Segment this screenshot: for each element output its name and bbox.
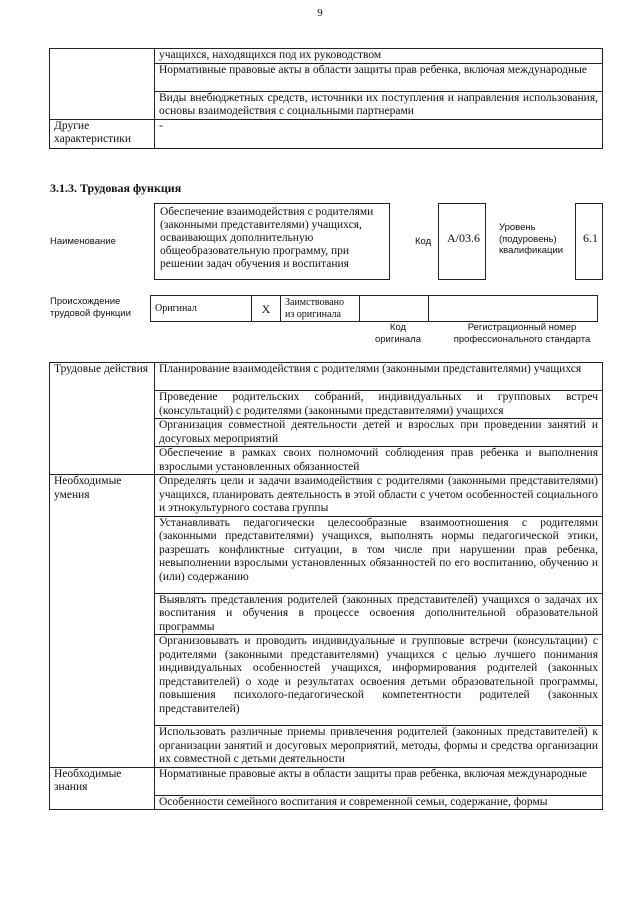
row-label: Трудовые действия [50, 363, 155, 475]
table-cell: учащихся, находящихся под их руководством [155, 49, 603, 64]
row-label: Другие характеристики [50, 119, 155, 148]
table-cell: Виды внебюджетных средств, источники их поступления и направления использования, основы взаимодействия с социальными партнерами [155, 91, 603, 119]
table-cell: Нормативные правовые акты в области защиты прав ребенка, включая международные [155, 767, 603, 795]
original-label: Оригинал [151, 296, 252, 322]
table-cell: Устанавливать педагогически целесообразные взаимоотношения с родителями (законными представителями) учащихся, выполнять нормы педагогической этики, разрешать конфликтные ситуации, в том числе при нарушении прав ребенка, невыполнении взрослыми установленных обязанностей по его воспитанию, обучению и (или) содержанию [155, 516, 603, 593]
top-table [49, 48, 603, 149]
level-label: Уровень (подуровень) квалификации [499, 222, 564, 256]
table-cell: Особенности семейного воспитания и современной семьи, содержание, формы [155, 795, 603, 810]
main-table [49, 362, 603, 810]
table-cell: Определять цели и задачи взаимодействия с родителями (законными представителями) учащихся, планировать деятельность в этой области с учетом особенностей социального и этнокультурного состава группы [155, 475, 603, 517]
reg-number-cell [429, 296, 598, 322]
function-code-box: А/03.6 [438, 203, 486, 280]
row-label [50, 49, 155, 120]
table-cell: Использовать различные приемы привлечения родителей (законных представителей) к организации занятий и досуговых мероприятий, методы, формы и средства организации их совместной с детьми деятельности [155, 726, 603, 768]
page-number: 9 [317, 7, 323, 19]
row-label: Необходимые знания [50, 767, 155, 810]
table-cell: - [155, 119, 603, 148]
reg-number-caption: Регистрационный номер профессионального стандарта [453, 322, 591, 345]
table-cell: Выявлять представления родителей (законных представителей) учащихся о задачах их воспитания и обучения в процессе освоения дополнительной образовательной программы [155, 593, 603, 635]
section-title: 3.1.3. Трудовая функция [50, 181, 182, 195]
orig-code-caption: Код оригинала [374, 322, 421, 345]
code-label: Код [415, 236, 432, 247]
name-label: Наименование [50, 236, 116, 247]
origin-label: Происхождение трудовой функции [50, 296, 131, 319]
original-mark: X [252, 296, 281, 322]
origin-table [150, 295, 598, 322]
table-cell: Организовывать и проводить индивидуальные и групповые встречи (консультации) с родителями (законными представителями) учащихся с целью лучшего понимания индивидуальных особенностей учащихся, информирования родителей (законных представителей) о ходе и результатах освоения детьми образовательной программы, повышения психолого-педагогической компетентности родителей (законных представителей) [155, 635, 603, 726]
borrowed-label: Заимствовано из оригинала [281, 296, 360, 322]
table-cell: Организация совместной деятельности детей и взрослых при проведении занятий и досуговых мероприятий [155, 419, 603, 447]
function-name-box: Обеспечение взаимодействия с родителями (законными представителями) учащихся, осваивающих дополнительную общеобразовательную программу, при решении задач обучения и воспитания [154, 203, 390, 280]
table-cell: Обеспечение в рамках своих полномочий соблюдения прав ребенка и выполнения взрослыми установленных обязанностей [155, 447, 603, 475]
orig-code-cell [360, 296, 429, 322]
table-cell: Нормативные правовые акты в области защиты прав ребенка, включая международные [155, 63, 603, 91]
table-cell: Проведение родительских собраний, индивидуальных и групповых встреч (консультаций) с родителями (законными представителями) учащихся [155, 391, 603, 419]
table-cell: Планирование взаимодействия с родителями (законными представителями) учащихся [155, 363, 603, 391]
level-box: 6.1 [575, 203, 603, 280]
row-label: Необходимые умения [50, 475, 155, 768]
